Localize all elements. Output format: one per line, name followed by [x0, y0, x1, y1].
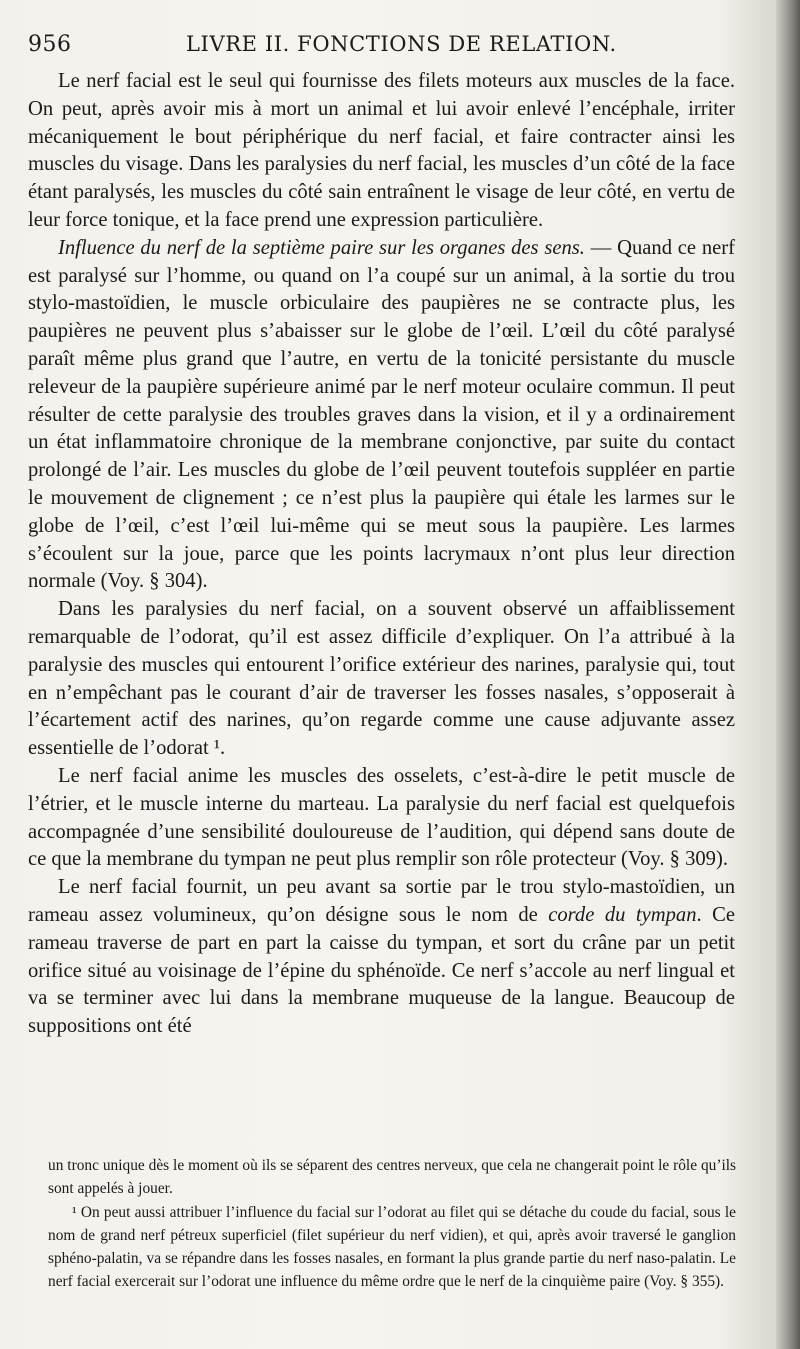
footnote-continued: un tronc unique dès le moment où ils se séparent des centres nerveux, que cela ne changerait point le rôle qu’ils sont appelés à jouer. — [48, 1157, 736, 1198]
paragraph-lead-italic: Influence du nerf de la septième paire sur les organes des sens. — [58, 236, 585, 259]
main-text — [28, 68, 735, 1041]
paragraph-text: Le nerf facial fournit, un peu avant sa sortie par le trou stylo-mastoïdien, un rameau assez volumineux, qu’on désigne sous le nom de — [28, 876, 735, 926]
paragraph-odorat — [28, 596, 735, 763]
footnotes — [48, 1154, 736, 1294]
paragraph-corde-tympan — [28, 874, 735, 1041]
page-header — [28, 32, 760, 62]
page-number: 956 — [28, 32, 72, 57]
footnote-1: ¹ On peut aussi attribuer l’influence du facial sur l’odorat au filet qui se détache du coude du facial, sous le nom de grand nerf pétreux superficiel (filet supérieur du nerf vidien), et qui, après avoir traversé le ganglion sphéno-palatin, va se répandre dans les fosses nasales, en formant la plus grande partie du nerf naso-palatin. Le nerf facial exercerait sur l’odorat une influence du même ordre que le nerf de la cinquième paire (Voy. § 355). — [48, 1203, 736, 1291]
paragraph-text: Dans les paralysies du nerf facial, on a souvent observé un affaiblissement remarquable de l’odorat, qu’il est assez difficile d’expliquer. On l’a attribué à la paralysie des muscles qui entourent l’orifice extérieur des narines, paralysie qui, tout en n’empêchant pas le courant d’air de traverser les fosses nasales, s’opposerait à l’écartement actif des narines, qu’on regarde comme une cause adjuvante assez essentielle de l’odorat ¹. — [28, 598, 735, 760]
paragraph-facial-motor — [28, 68, 735, 235]
page-edge-shadow — [776, 0, 800, 1349]
paragraph-text: — Quand ce nerf est paralysé sur l’homme, ou quand on l’a coupé sur un animal, à la sortie du trou stylo-mastoïdien, le muscle orbiculaire des paupières ne se contracte plus, les paupières ne peuvent plus s’abaisser sur le globe de l’œil. L’œil du côté paralysé paraît même plus grand que l’autre, en vertu de la tonicité persistante du muscle releveur de la paupière supérieure animé par le nerf moteur oculaire commun. Il peut résulter de cette paralysie des troubles graves dans la vision, et il y a ordinairement un état inflammatoire chronique de la membrane conjonctive, par suite du contact prolongé de l’air. Les muscles du globe de l’œil peuvent toutefois suppléer en partie le mouvement de clignement ; ce n’est plus la paupière qui étale les larmes sur le globe de l’œil, c’est l’œil lui-même qui se meut sous la paupière. Les larmes s’écoulent sur la joue, parce que les points lacrymaux n’ont plus leur direction normale (Voy. § 304). — [28, 236, 735, 593]
paragraph-text: Le nerf facial anime les muscles des osselets, c’est-à-dire le petit muscle de l’étrier, et le muscle interne du marteau. La paralysie du nerf facial est quelquefois accompagnée d’une sensibilité douloureuse de l’audition, qui dépend sans doute de ce que la membrane du tympan ne peut plus remplir son rôle protecteur (Voy. § 309). — [28, 764, 735, 871]
paragraph-influence-senses — [28, 235, 735, 596]
term-italic: corde du tympan — [548, 903, 697, 926]
paragraph-text: . Ce rameau traverse de part en part la caisse du tympan, et sort du crâne par un petit orifice situé au voisinage de l’épine du sphénoïde. Ce nerf s’accole au nerf lingual et va se terminer avec lui dans la membrane muqueuse de la langue. Beaucoup de suppositions ont été — [28, 903, 736, 1038]
paragraph-osselets — [28, 763, 735, 874]
paragraph-text: Le nerf facial est le seul qui fournisse des filets moteurs aux muscles de la face. On peut, après avoir mis à mort un animal et lui avoir enlevé l’encéphale, irriter mécaniquement le bout périphérique du nerf facial, et faire contracter ainsi les muscles du visage. Dans les paralysies du nerf facial, les muscles d’un côté de la face étant paralysés, les muscles du côté sain entraînent le visage de leur côté, en vertu de leur force tonique, et la face prend une expression particulière. — [28, 70, 735, 231]
running-title: LIVRE II. FONCTIONS DE RELATION. — [186, 32, 617, 56]
